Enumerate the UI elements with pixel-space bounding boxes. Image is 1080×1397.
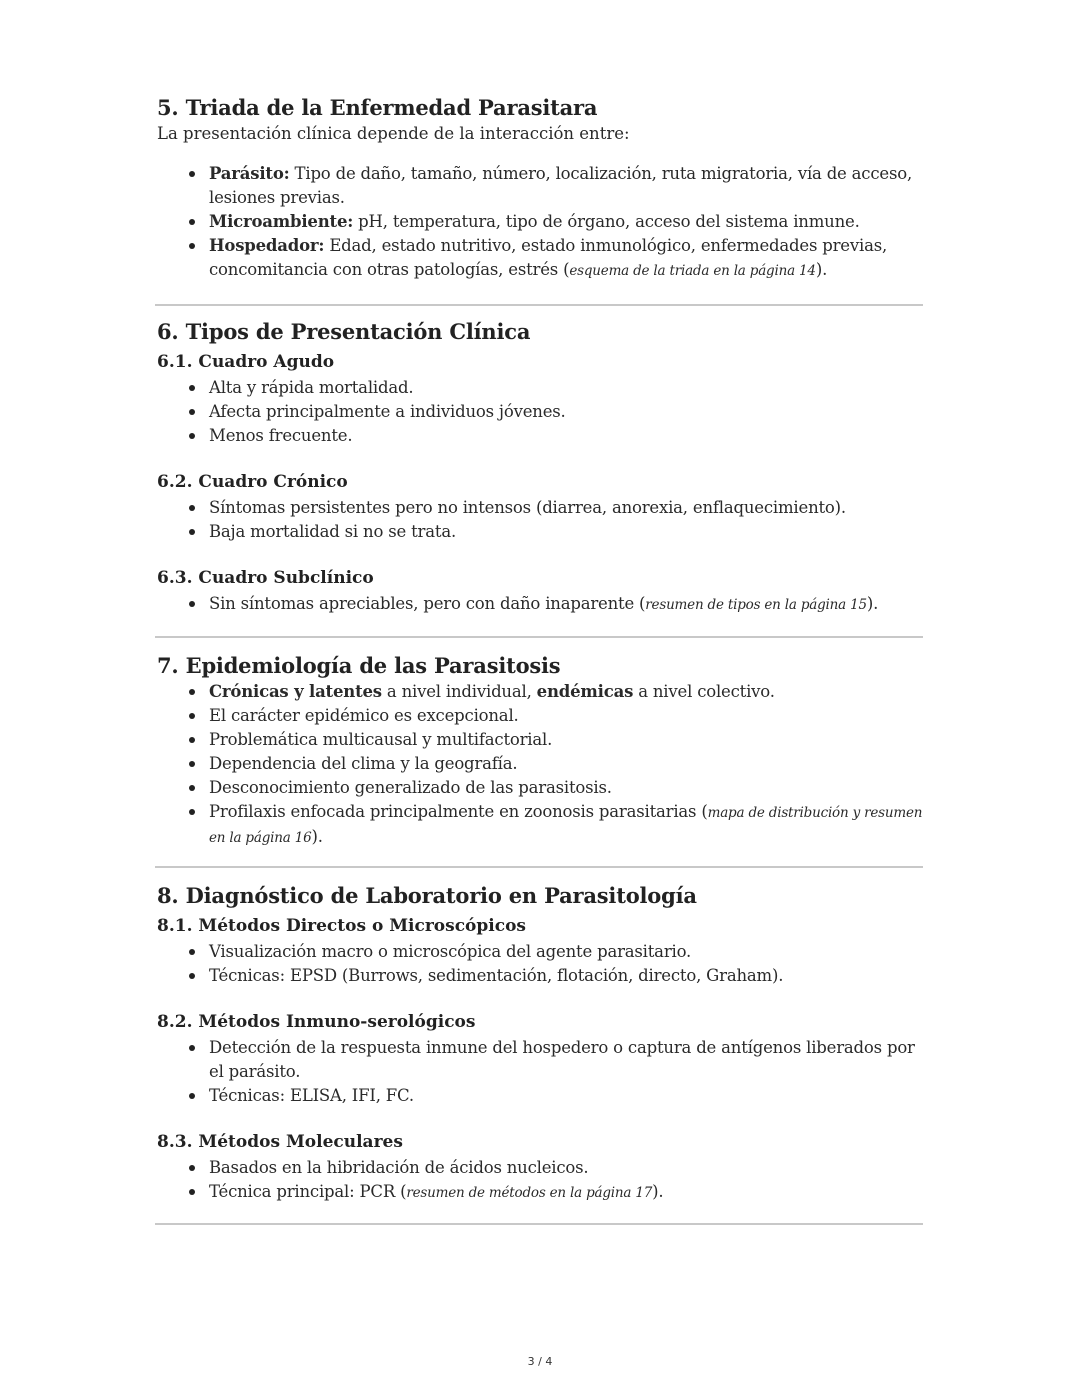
text: Técnicas: EPSD (Burrows, sedimentación, flotación, directo, Graham).: [209, 966, 784, 985]
bullet-list: [157, 1156, 923, 1205]
divider: [155, 866, 923, 868]
subsection-heading: 6.3. Cuadro Subclínico: [157, 568, 374, 588]
list-item: [209, 752, 923, 776]
text: Síntomas persistentes pero no intensos (diarrea, anorexia, enflaquecimiento).: [209, 498, 846, 517]
section-8: [157, 882, 923, 1205]
list-item: [209, 400, 923, 424]
page-reference: resumen de métodos en la página 17: [406, 1185, 653, 1201]
text: ).: [652, 1182, 664, 1201]
list-item: [209, 964, 923, 988]
list-item: [209, 234, 923, 283]
list-item: [209, 940, 923, 964]
list-item: [209, 776, 923, 800]
bullet-list: [157, 496, 923, 544]
bold-text: Parásito:: [209, 164, 290, 183]
section-5: [157, 94, 923, 283]
page-number: 3 / 4: [527, 1355, 553, 1368]
text: Profilaxis enfocada principalmente en zoonosis parasitarias (: [209, 802, 708, 821]
section-7: [157, 652, 923, 850]
text: Visualización macro o microscópica del agente parasitario.: [209, 942, 692, 961]
list-item: [209, 496, 923, 520]
bold-text: Hospedador:: [209, 236, 325, 255]
list-item: [209, 376, 923, 400]
text: Alta y rápida mortalidad.: [209, 378, 414, 397]
bold-text: endémicas: [536, 682, 634, 701]
list-item: [209, 424, 923, 448]
list-item: [209, 210, 923, 234]
text: Sin síntomas apreciables, pero con daño inaparente (: [209, 594, 646, 613]
list-item: [209, 1180, 923, 1205]
subsection-heading: 6.2. Cuadro Crónico: [157, 472, 348, 492]
subsection-heading: 8.3. Métodos Moleculares: [157, 1132, 403, 1152]
page-reference: mapa de distribución y resumen en la página 16: [209, 805, 923, 846]
list-item: [209, 1156, 923, 1180]
text: Menos frecuente.: [209, 426, 353, 445]
divider: [155, 304, 923, 306]
list-item: [209, 1084, 923, 1108]
text: Desconocimiento generalizado de las parasitosis.: [209, 778, 612, 797]
page-reference: resumen de tipos en la página 15: [645, 597, 867, 613]
text: El carácter epidémico es excepcional.: [209, 706, 519, 725]
text: Técnica principal: PCR (: [209, 1182, 407, 1201]
text: Técnicas: ELISA, IFI, FC.: [209, 1086, 414, 1105]
text: Detección de la respuesta inmune del hospedero o captura de antígenos liberados por el parásito.: [209, 1038, 915, 1081]
section-heading: 6. Tipos de Presentación Clínica: [157, 319, 531, 344]
list-item: [209, 800, 923, 850]
divider: [155, 636, 923, 638]
text: Afecta principalmente a individuos jóvenes.: [209, 402, 566, 421]
text: Basados en la hibridación de ácidos nucleicos.: [209, 1158, 589, 1177]
bullet-list: [157, 592, 923, 617]
text: a nivel individual,: [381, 682, 537, 701]
text: Problemática multicausal y multifactorial.: [209, 730, 553, 749]
text: ).: [311, 827, 323, 846]
list-item: [209, 680, 923, 704]
text: ).: [866, 594, 879, 613]
list-item: [209, 520, 923, 544]
page-reference: esquema de la triada en la página 14: [569, 263, 816, 279]
subsection-heading: 6.1. Cuadro Agudo: [157, 352, 335, 372]
text: ).: [815, 260, 828, 279]
bold-text: Crónicas y latentes: [209, 682, 382, 701]
text: a nivel colectivo.: [633, 682, 775, 701]
bullet-list: [157, 940, 923, 988]
text: pH, temperatura, tipo de órgano, acceso del sistema inmune.: [353, 212, 860, 231]
bold-text: Microambiente:: [209, 212, 354, 231]
divider: [155, 1223, 923, 1225]
list-item: [209, 1036, 923, 1084]
section-6: [157, 318, 923, 617]
text: Baja mortalidad si no se trata.: [209, 522, 456, 541]
list-item: [209, 704, 923, 728]
text: Dependencia del clima y la geografía.: [209, 754, 518, 773]
bullet-list: [157, 1036, 923, 1108]
section-heading: 8. Diagnóstico de Laboratorio en Parasitología: [157, 883, 697, 908]
text: Edad, estado nutritivo, estado inmunológico, enfermedades previas, concomitancia con otras patologías, estrés (: [209, 236, 888, 279]
subsection-heading: 8.1. Métodos Directos o Microscópicos: [157, 916, 527, 936]
list-item: [209, 592, 923, 617]
section-heading: 5. Triada de la Enfermedad Parasitara: [157, 95, 598, 120]
bullet-list: [157, 376, 923, 448]
bullet-list: [157, 680, 923, 850]
section-heading: 7. Epidemiología de las Parasitosis: [157, 653, 561, 678]
list-item: [209, 162, 923, 210]
list-item: [209, 728, 923, 752]
bullet-list: [157, 162, 923, 283]
section-intro: La presentación clínica depende de la interacción entre:: [157, 124, 630, 143]
subsection-heading: 8.2. Métodos Inmuno-serológicos: [157, 1012, 476, 1032]
text: Tipo de daño, tamaño, número, localización, ruta migratoria, vía de acceso, lesiones previas.: [209, 164, 912, 207]
